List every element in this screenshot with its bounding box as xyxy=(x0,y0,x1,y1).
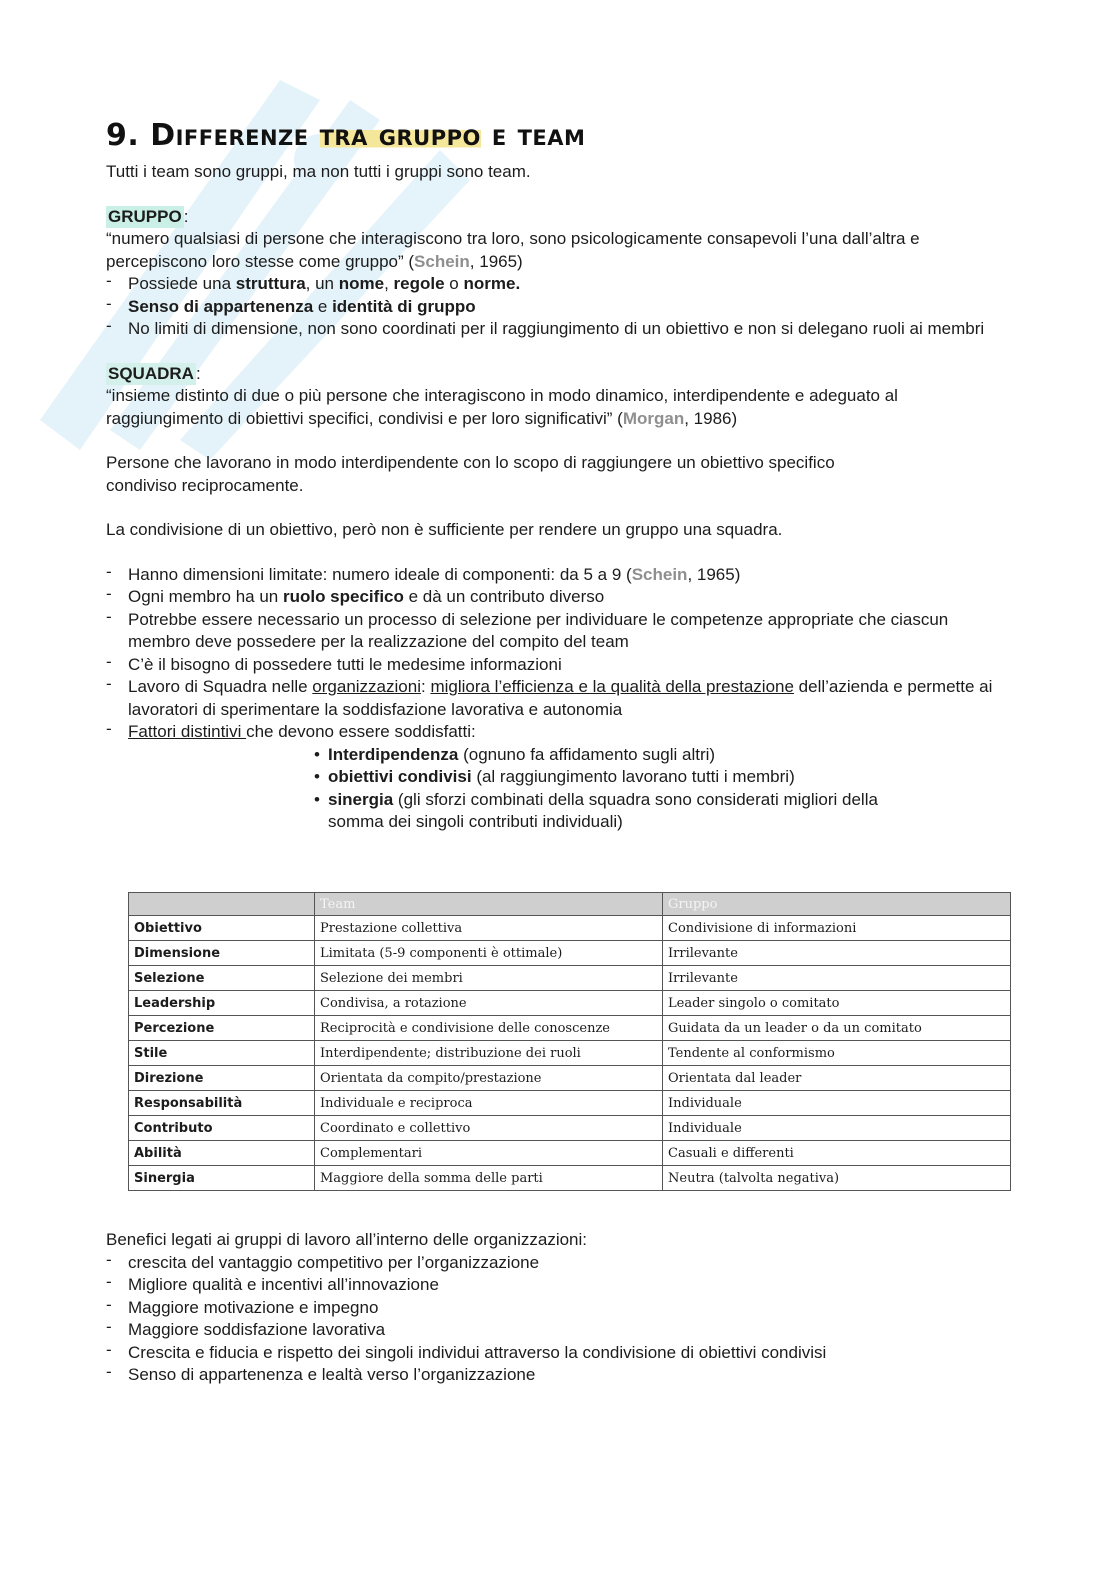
list-item: - crescita del vantaggio competitivo per l’organizzazione xyxy=(106,1252,1006,1275)
squadra-heading: SQUADRA xyxy=(106,363,196,386)
table-cell-gruppo: Condivisione di informazioni xyxy=(663,916,1011,941)
table-row xyxy=(129,1091,1011,1116)
benefici-intro: Benefici legati ai gruppi di lavoro all’interno delle organizzazioni: xyxy=(106,1230,588,1249)
list-item: • sinergia (gli sforzi combinati della squadra sono considerati migliori della somma dei singoli contributi individuali) xyxy=(314,789,928,834)
table-header-team: Team xyxy=(315,893,663,916)
table-cell-team: Individuale e reciproca xyxy=(315,1091,663,1116)
gruppo-heading: GRUPPO xyxy=(106,206,184,229)
fattori-list xyxy=(106,744,1006,834)
list-item: - Senso di appartenenza e identità di gruppo xyxy=(106,296,1006,319)
table-cell-team: Limitata (5-9 componenti è ottimale) xyxy=(315,941,663,966)
table-cell-criterion: Obiettivo xyxy=(129,916,315,941)
table-header-row xyxy=(129,893,1011,916)
list-item: - Maggiore soddisfazione lavorativa xyxy=(106,1319,1006,1342)
document-page: 9. Differenze tra gruppo e team Tutti i team sono gruppi, ma non tutti i gruppi sono team. GRUPPO : “numero qualsiasi di persone che interagiscono tra loro, sono psicologicamente consapevoli l’una dall’altra e percepiscono loro stesse come gruppo” (Schein, 1965) - Possiede una struttura, un nome, regole o norme. - Senso di appartenenza e identità di gruppo - No limiti di dimensione, non sono coordinati per il raggiungimento di un obiettivo e non si delegano ruoli ai membri SQUADRA : “insieme distinto di due o più persone che interagiscono in modo dinamico, interdipendente e adeguato al raggiungimento di obiettivi specifici, condivisi e per loro significativi” (Morgan, 1986) Persone che lavorano in modo interdipendente con lo scopo di raggiungere un obiettivo specifico condiviso reciprocamente. La condivisione di un obiettivo, però non è sufficiente per rendere un gruppo una squadra. - Hanno dimensioni limitate: numero ideale di componenti: da 5 a 9 (Schein, 1965) - Ogni membro ha un ruolo specifico e dà un contributo diverso - Potrebbe essere necessario un processo di selezione per individuare le competenze appropriate che ciascun membro deve possedere per la realizzazione del compito del team - C’è il bisogno di possedere tutti le medesime informazioni - Lavoro di Squadra nelle organizzazioni: migliora l’efficienza e la qualità della prestazione dell’azienda e permette ai lavoratori di sperimentare la soddisfazione lavorativa e autonomia - Fattori distintivi che devono essere soddisfatti: • Interdipendenza (ognuno fa affidamento sugli altri) • obiettivi condivisi (al raggiungimento lavorano tutti i membri) • sinergia (gli sforzi combinati della squadra sono considerati migliori della somma dei singoli contributi individuali) xyxy=(106,118,1006,834)
table-cell-team: Orientata da compito/prestazione xyxy=(315,1066,663,1091)
table-cell-gruppo: Leader singolo o comitato xyxy=(663,991,1011,1016)
table-row xyxy=(129,1166,1011,1191)
list-item: - Crescita e fiducia e rispetto dei singoli individui attraverso la condivisione di obiettivi condivisi xyxy=(106,1342,1006,1365)
list-item: - Lavoro di Squadra nelle organizzazioni: migliora l’efficienza e la qualità della prestazione dell’azienda e permette ai lavoratori di sperimentare la soddisfazione lavorativa e autonomia xyxy=(106,676,1006,721)
table-cell-team: Complementari xyxy=(315,1141,663,1166)
table-row xyxy=(129,1116,1011,1141)
table-cell-gruppo: Guidata da un leader o da un comitato xyxy=(663,1016,1011,1041)
table-row xyxy=(129,941,1011,966)
table-cell-criterion: Abilità xyxy=(129,1141,315,1166)
list-item: - Senso di appartenenza e lealtà verso l’organizzazione xyxy=(106,1364,1006,1387)
table-row xyxy=(129,1016,1011,1041)
intro-text: Tutti i team sono gruppi, ma non tutti i gruppi sono team. xyxy=(106,162,531,181)
table-row xyxy=(129,991,1011,1016)
table-row xyxy=(129,1041,1011,1066)
table-cell-criterion: Direzione xyxy=(129,1066,315,1091)
list-item: - Fattori distintivi che devono essere soddisfatti: xyxy=(106,721,1006,744)
squadra-paragraph: Persone che lavorano in modo interdipendente con lo scopo di raggiungere un obiettivo specifico condiviso reciprocamente. xyxy=(106,453,835,495)
table-cell-team: Prestazione collettiva xyxy=(315,916,663,941)
table-cell-gruppo: Casuali e differenti xyxy=(663,1141,1011,1166)
table-cell-criterion: Selezione xyxy=(129,966,315,991)
table-cell-gruppo: Orientata dal leader xyxy=(663,1066,1011,1091)
gruppo-list xyxy=(106,273,1006,341)
list-item: - Hanno dimensioni limitate: numero ideale di componenti: da 5 a 9 (Schein, 1965) xyxy=(106,564,1006,587)
list-item: - Potrebbe essere necessario un processo di selezione per individuare le competenze appropriate che ciascun membro deve possedere per la realizzazione del compito del team xyxy=(106,609,1006,654)
table-cell-gruppo: Irrilevante xyxy=(663,941,1011,966)
table-cell-criterion: Responsabilità xyxy=(129,1091,315,1116)
table-cell-team: Reciprocità e condivisione delle conoscenze xyxy=(315,1016,663,1041)
table-row xyxy=(129,966,1011,991)
table-cell-criterion: Leadership xyxy=(129,991,315,1016)
table-cell-gruppo: Tendente al conformismo xyxy=(663,1041,1011,1066)
list-item: - C’è il bisogno di possedere tutti le medesime informazioni xyxy=(106,654,1006,677)
list-item: - No limiti di dimensione, non sono coordinati per il raggiungimento di un obiettivo e non si delegano ruoli ai membri xyxy=(106,318,1006,341)
table-row xyxy=(129,916,1011,941)
squadra-paragraph: La condivisione di un obiettivo, però non è sufficiente per rendere un gruppo una squadra. xyxy=(106,520,783,539)
table-cell-criterion: Contributo xyxy=(129,1116,315,1141)
benefici-list xyxy=(106,1252,1006,1387)
table-cell-team: Condivisa, a rotazione xyxy=(315,991,663,1016)
table-cell-team: Selezione dei membri xyxy=(315,966,663,991)
benefici-section xyxy=(106,1229,1006,1387)
page-title: 9. Differenze tra gruppo e team xyxy=(106,118,586,153)
list-item: • Interdipendenza (ognuno fa affidamento sugli altri) xyxy=(314,744,1006,767)
table-cell-gruppo: Individuale xyxy=(663,1116,1011,1141)
table-header-empty xyxy=(129,893,315,916)
gruppo-definition: “numero qualsiasi di persone che interagiscono tra loro, sono psicologicamente consapevoli l’una dall’altra e percepiscono loro stesse come gruppo” (Schein, 1965) xyxy=(106,229,920,271)
list-item: - Ogni membro ha un ruolo specifico e dà un contributo diverso xyxy=(106,586,1006,609)
table-cell-team: Coordinato e collettivo xyxy=(315,1116,663,1141)
squadra-definition: “insieme distinto di due o più persone che interagiscono in modo dinamico, interdipendente e adeguato al raggiungimento di obiettivi specifici, condivisi e per loro significativi” (Morgan, 1986) xyxy=(106,386,898,428)
list-item: - Maggiore motivazione e impegno xyxy=(106,1297,1006,1320)
table-cell-team: Interdipendente; distribuzione dei ruoli xyxy=(315,1041,663,1066)
table-cell-criterion: Sinergia xyxy=(129,1166,315,1191)
table-cell-criterion: Percezione xyxy=(129,1016,315,1041)
list-item: - Possiede una struttura, un nome, regole o norme. xyxy=(106,273,1006,296)
table-cell-criterion: Dimensione xyxy=(129,941,315,966)
table-row xyxy=(129,1141,1011,1166)
list-item: • obiettivi condivisi (al raggiungimento lavorano tutti i membri) xyxy=(314,766,1006,789)
table-cell-gruppo: Neutra (talvolta negativa) xyxy=(663,1166,1011,1191)
table-header-gruppo: Gruppo xyxy=(663,893,1011,916)
squadra-list xyxy=(106,564,1006,744)
table-cell-gruppo: Irrilevante xyxy=(663,966,1011,991)
comparison-table xyxy=(128,892,1011,1191)
table-cell-team: Maggiore della somma delle parti xyxy=(315,1166,663,1191)
list-item: - Migliore qualità e incentivi all’innovazione xyxy=(106,1274,1006,1297)
table-row xyxy=(129,1066,1011,1091)
table-cell-criterion: Stile xyxy=(129,1041,315,1066)
table-cell-gruppo: Individuale xyxy=(663,1091,1011,1116)
